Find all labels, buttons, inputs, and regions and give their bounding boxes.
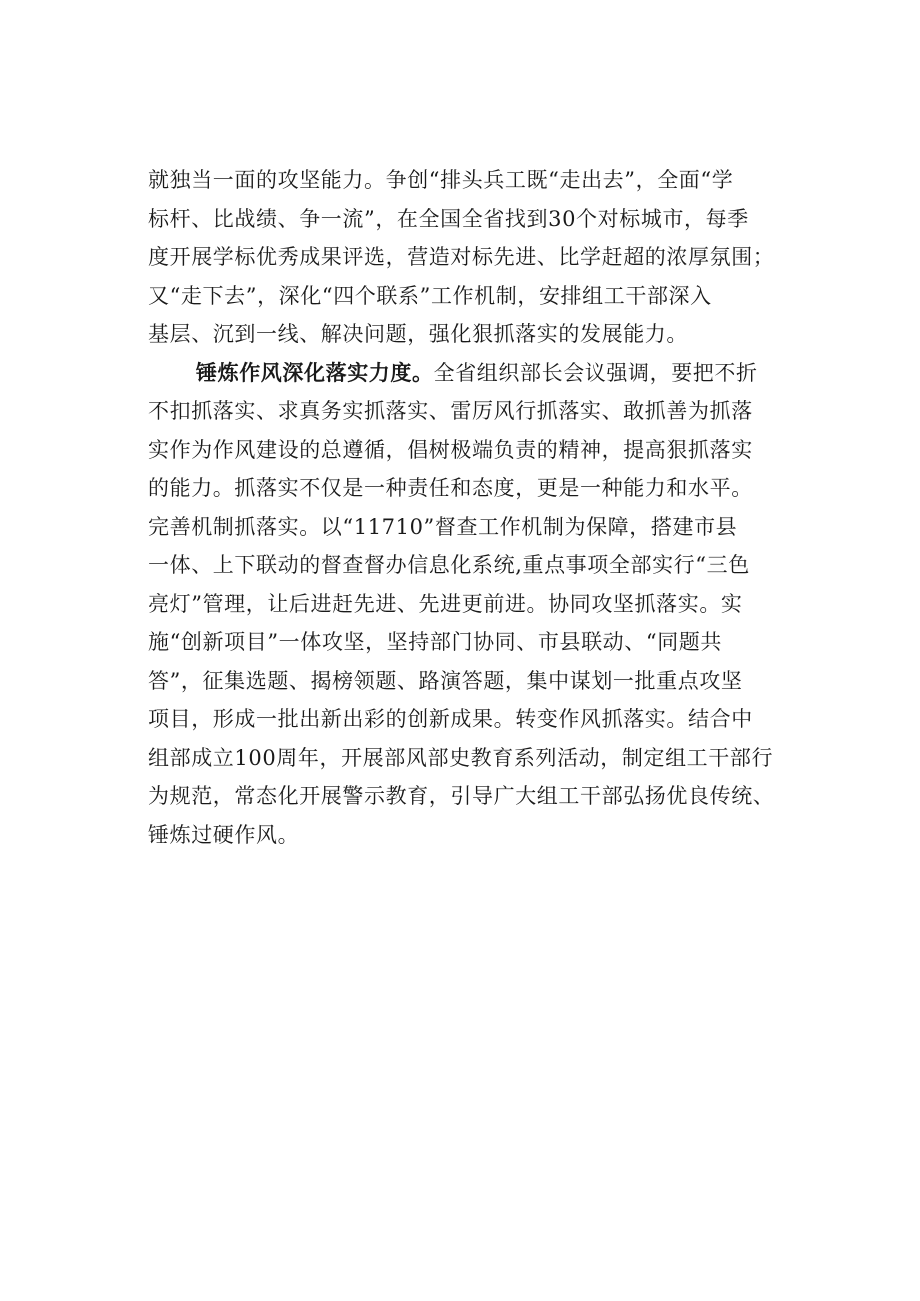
paragraph-first-line-text: 全省组织部长会议强调，要把不折 xyxy=(433,360,758,385)
text-line: 亮灯”管理，让后进赶先进、先进更前进。协同攻坚抓落实。实 xyxy=(148,591,743,616)
text-line: 为规范，常态化开展警示教育，引导广大组工干部弘扬优良传统、 xyxy=(148,784,775,808)
text-line: 答”，征集选题、揭榜领题、路演答题，集中谋划一批重点攻坚 xyxy=(148,668,743,693)
text-line: 不扣抓落实、求真务实抓落实、雷厉风行抓落实、敢抓善为抓落 xyxy=(148,399,753,423)
text-line: 施“创新项目”一体攻坚，坚持部门协同、市县联动、“同题共 xyxy=(148,630,723,654)
text-line: 就独当一面的攻坚能力。争创“排头兵工既“走出去”，全面“学 xyxy=(148,168,734,192)
text-line: 实作为作风建设的总遵循，倡树极端负责的精神，提高狠抓落实 xyxy=(148,437,753,462)
body-text xyxy=(148,161,808,854)
text-line: 组部成立100周年，开展部风部史教育系列活动，制定组工干部行 xyxy=(148,745,774,770)
text-line: 锤炼过硬作风。 xyxy=(148,822,300,847)
text-line: 完善机制抓落实。以“11710”督查工作机制为保障，搭建市县 xyxy=(148,514,738,539)
text-line: 一体、上下联动的督查督办信息化系统,重点事项全部实行“三色 xyxy=(148,553,750,577)
text-line: 标杆、比战绩、争一流”，在全国全省找到30个对标城市，每季 xyxy=(148,206,749,231)
text-line: 又“走下去”，深化“四个联系”工作机制，安排组工干部深入 xyxy=(148,283,712,308)
text-line: 的能力。抓落实不仅是一种责任和态度，更是一种能力和水平。 xyxy=(148,476,753,500)
text-line: 基层、沉到一线、解决问题，强化狠抓落实的发展能力。 xyxy=(148,322,688,346)
paragraph-first-line xyxy=(148,354,808,393)
text-line: 度开展学标优秀成果评选，营造对标先进、比学赶超的浓厚氛围； xyxy=(148,245,775,269)
text-line: 项目，形成一批出新出彩的创新成果。转变作风抓落实。结合中 xyxy=(148,707,753,731)
paragraph-heading: 锤炼作风深化落实力度。 xyxy=(196,359,434,385)
